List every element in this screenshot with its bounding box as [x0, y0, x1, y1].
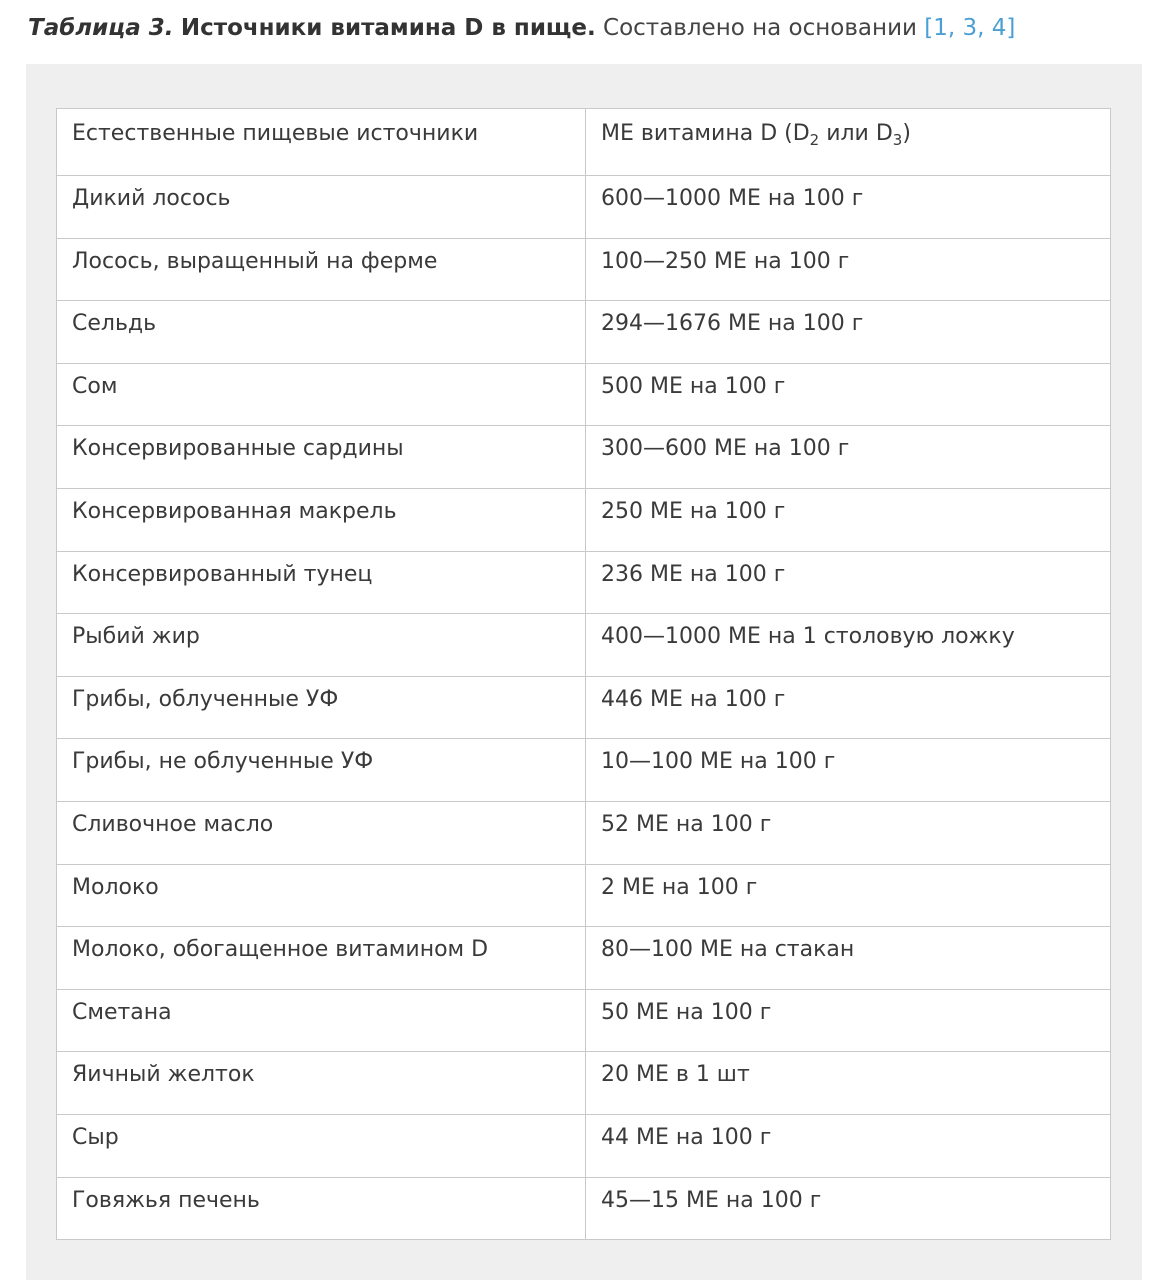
cell-amount: 80—100 МЕ на стакан: [586, 927, 1111, 990]
cell-amount: 20 МЕ в 1 шт: [586, 1052, 1111, 1115]
cell-amount: 500 МЕ на 100 г: [586, 363, 1111, 426]
cell-source: Сом: [57, 363, 586, 426]
header-amount-sub-3: 3: [892, 131, 903, 149]
table-row: [57, 551, 1111, 614]
table-row: [57, 801, 1111, 864]
cell-amount: 100—250 МЕ на 100 г: [586, 238, 1111, 301]
cell-amount: 294—1676 МЕ на 100 г: [586, 301, 1111, 364]
header-amount-suffix: ): [902, 121, 911, 146]
caption-text: Составлено на основании: [603, 15, 917, 41]
table-row: [57, 176, 1111, 239]
table-row: [57, 864, 1111, 927]
cell-amount: 52 МЕ на 100 г: [586, 801, 1111, 864]
vitamin-d-table: [56, 108, 1111, 1240]
cell-amount: 2 МЕ на 100 г: [586, 864, 1111, 927]
caption-title: Источники витамина D в пище.: [180, 15, 596, 41]
cell-source: Грибы, облученные УФ: [57, 676, 586, 739]
cell-source: Консервированный тунец: [57, 551, 586, 614]
caption-label: Таблица 3.: [28, 15, 174, 41]
cell-amount: 600—1000 МЕ на 100 г: [586, 176, 1111, 239]
header-amount-sub-2: 2: [809, 131, 820, 149]
cell-amount: 300—600 МЕ на 100 г: [586, 426, 1111, 489]
header-cell-source: Естественные пищевые источники: [57, 109, 586, 176]
cell-amount: 446 МЕ на 100 г: [586, 676, 1111, 739]
table-row: [57, 927, 1111, 990]
cell-amount: 250 МЕ на 100 г: [586, 488, 1111, 551]
header-amount-prefix: МЕ витамина D (D: [601, 121, 810, 146]
table-row: [57, 1177, 1111, 1240]
cell-source: Сыр: [57, 1114, 586, 1177]
table-row: [57, 488, 1111, 551]
table-row: [57, 989, 1111, 1052]
cell-source: Молоко: [57, 864, 586, 927]
cell-source: Лосось, выращенный на ферме: [57, 238, 586, 301]
table-caption: [28, 10, 1148, 46]
caption-references-link[interactable]: [1, 3, 4]: [924, 15, 1016, 41]
cell-amount: 236 МЕ на 100 г: [586, 551, 1111, 614]
table-row: [57, 614, 1111, 677]
cell-source: Консервированные сардины: [57, 426, 586, 489]
cell-source: Сливочное масло: [57, 801, 586, 864]
header-cell-amount: [586, 109, 1111, 176]
header-amount-middle: или D: [819, 121, 893, 146]
table-row: [57, 1052, 1111, 1115]
table-row: [57, 301, 1111, 364]
cell-source: Говяжья печень: [57, 1177, 586, 1240]
cell-source: Консервированная макрель: [57, 488, 586, 551]
cell-source: Яичный желток: [57, 1052, 586, 1115]
cell-source: Сметана: [57, 989, 586, 1052]
table-row: [57, 676, 1111, 739]
table-row: [57, 426, 1111, 489]
cell-source: Сельдь: [57, 301, 586, 364]
cell-amount: 10—100 МЕ на 100 г: [586, 739, 1111, 802]
cell-amount: 400—1000 МЕ на 1 столовую ложку: [586, 614, 1111, 677]
cell-amount: 45—15 МЕ на 100 г: [586, 1177, 1111, 1240]
cell-source: Рыбий жир: [57, 614, 586, 677]
cell-source: Дикий лосось: [57, 176, 586, 239]
table-row: [57, 1114, 1111, 1177]
cell-amount: 50 МЕ на 100 г: [586, 989, 1111, 1052]
table-header-row: [57, 109, 1111, 176]
cell-source: Молоко, обогащенное витамином D: [57, 927, 586, 990]
table-row: [57, 739, 1111, 802]
table-row: [57, 238, 1111, 301]
table-panel: [26, 64, 1142, 1280]
cell-amount: 44 МЕ на 100 г: [586, 1114, 1111, 1177]
cell-source: Грибы, не облученные УФ: [57, 739, 586, 802]
table-row: [57, 363, 1111, 426]
